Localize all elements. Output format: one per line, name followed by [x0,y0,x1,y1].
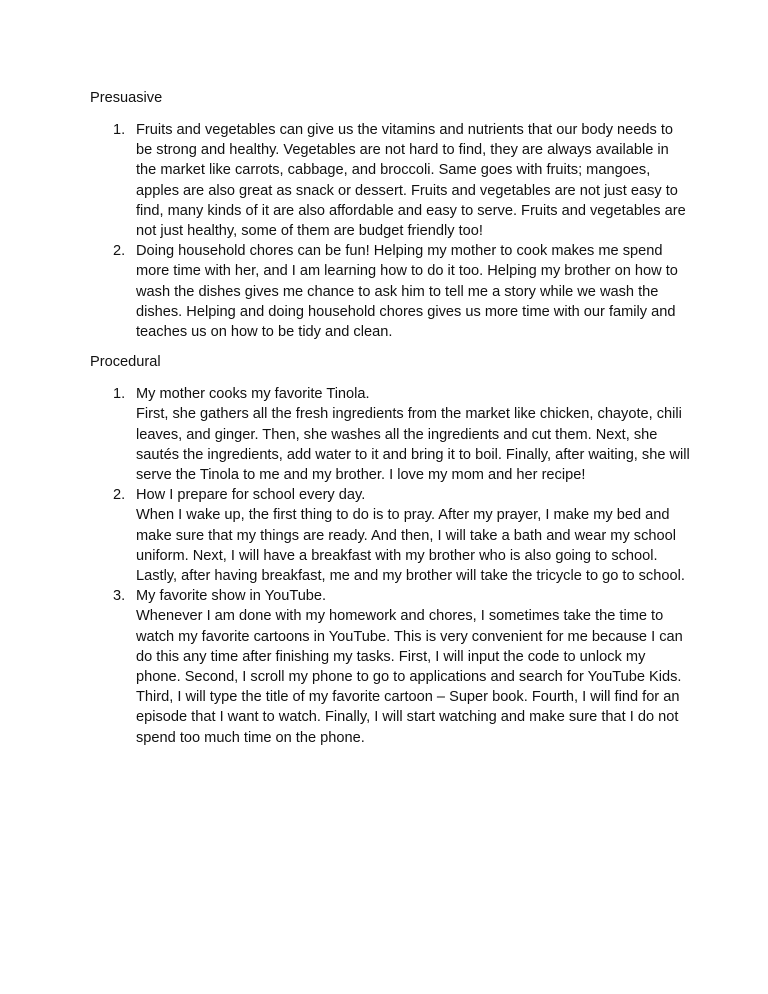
list-number: 2. [113,243,126,260]
item-title: My favorite show in YouTube. [136,588,327,605]
list-number: 1. [113,122,126,138]
list-number: 2. [113,487,126,504]
item-title: How I prepare for school every day. [136,487,366,504]
paragraph-text: When I wake up, the first thing to do is to pray. After my prayer, I make my bed and make sure that my things are ready. And then, I will take a bath and wear my school uniform. Next, I will have a breakfast with my brother who is also going to school. Lastly, after having breakfast, me and my brother will take the tricycle to go to school. [136,507,685,585]
section-heading-persuasive: Presuasive [90,90,163,106]
persuasive-list [90,120,690,342]
list-number: 1. [113,386,126,403]
list-item [90,241,690,342]
list-item [90,384,690,485]
paragraph-text: Whenever I am done with my homework and chores, I sometimes take the time to watch my favorite cartoons in YouTube. This is very convenient for me because I can do this any time after finishing my tasks. First, I will input the code to unlock my phone. Second, I scroll my phone to go to applications and search for YouTube Kids. Third, I will type the title of my favorite cartoon – Super book. Fourth, I will find for an episode that I want to watch. Finally, I will start watching and make sure that I do not spend too much time on the phone. [136,608,683,746]
list-item [90,120,690,241]
paragraph-text: First, she gathers all the fresh ingredients from the market like chicken, chayote, chili leaves, and ginger. Then, she washes all the ingredients and cut them. Next, she sautés the ingredients, add water to it and bring it to boil. Finally, after waiting, she will serve the Tinola to me and my brother. I love my mom and her recipe! [136,406,690,484]
section-heading-procedural: Procedural [90,354,161,371]
procedural-list [90,384,690,748]
paragraph-text: Fruits and vegetables can give us the vitamins and nutrients that our body needs to be strong and healthy. Vegetables are not hard to find, they are always available in the market like carrots, cabbage, and broccoli. Same goes with fruits; mangoes, apples are also great as snack or dessert. Fruits and vegetables are not just easy to find, many kinds of it are also affordable and easy to serve. Fruits and vegetables are not just healthy, some of them are budget friendly too! [136,122,686,240]
list-item [90,485,690,586]
list-item [90,586,690,748]
item-title: My mother cooks my favorite Tinola. [136,386,370,403]
document-page [90,88,690,748]
list-number: 3. [113,588,126,605]
paragraph-text: Doing household chores can be fun! Helping my mother to cook makes me spend more time with her, and I am learning how to do it too. Helping my brother on how to wash the dishes gives me chance to ask him to tell me a story while we wash the dishes. Helping and doing household chores gives us more time with our family and teaches us on how to be tidy and clean. [136,243,678,341]
